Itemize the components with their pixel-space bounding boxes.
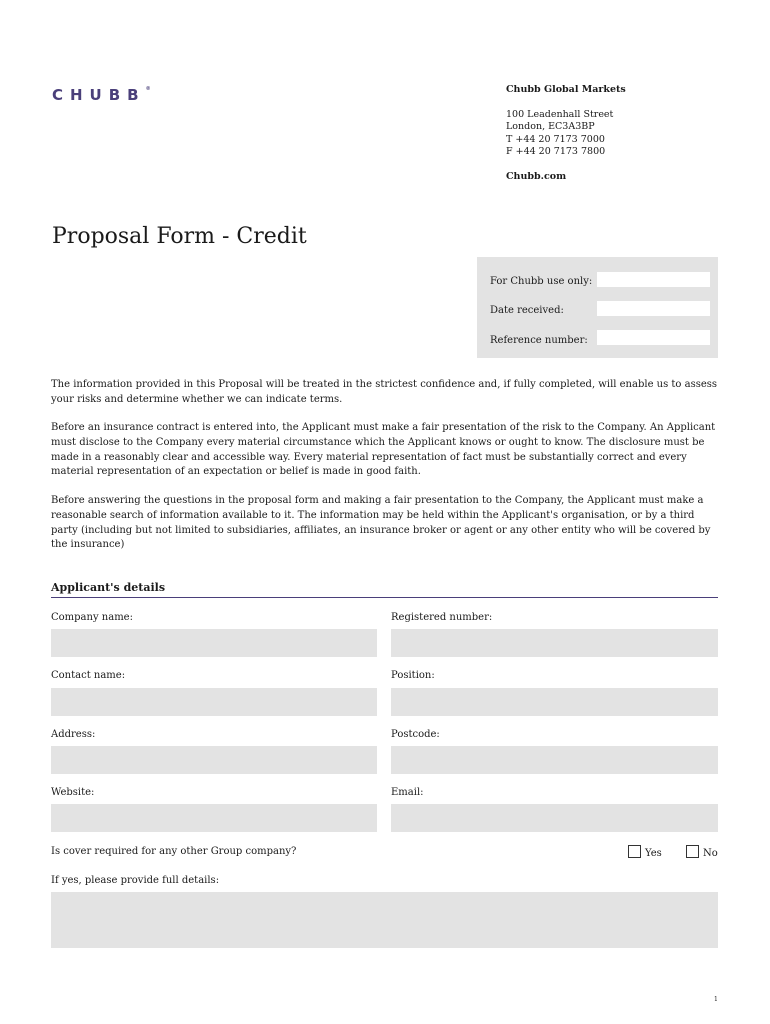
postcode-field[interactable] [391, 746, 718, 774]
contact-name-field[interactable] [51, 688, 377, 716]
phone-line: T +44 20 7173 7000 [506, 133, 605, 145]
date-received-label: Date received: [490, 305, 564, 316]
intro-paragraph-search: Before answering the questions in the proposal form and making a fair presentation to the Company, the Applicant must make a reasonable search of information available to it. The information may be held within the Applicant's organisation, or by a third party (including but not limited to subsidiaries, affiliates, an insurance broker or agent or any other entity who will be covered by the insurance) [51, 495, 711, 551]
intro-paragraph-disclosure: Before an insurance contract is entered into, the Applicant must make a fair presentation of the risk to the Company. An Applicant must disclose to the Company every material circumstance which the Applicant knows or ought to know. The disclosure must be made in a reasonably clear and accessible way. Every material representation of fact must be substantially correct and every material representation of an expectation or belief is made in good faith. [51, 422, 716, 478]
company-address-block [506, 84, 746, 183]
section-divider [51, 597, 718, 598]
reference-number-label: Reference number: [490, 335, 588, 346]
website-field[interactable] [51, 804, 377, 832]
position-label: Position: [391, 670, 435, 681]
registered-number-label: Registered number: [391, 612, 493, 623]
company-name-label: Company name: [51, 612, 133, 623]
website-label: Website: [51, 787, 95, 798]
reference-number-field[interactable] [597, 330, 710, 345]
address-field[interactable] [51, 746, 377, 774]
company-name-field[interactable] [51, 629, 377, 657]
registered-number-field[interactable] [391, 629, 718, 657]
page-title: Proposal Form - Credit [52, 224, 307, 249]
address-line: London, EC3A3BP [506, 121, 595, 132]
details-textarea[interactable] [51, 892, 718, 948]
intro-paragraph-confidence: The information provided in this Proposal will be treated in the strictest confidence and, if fully completed, will enable us to assess your risks and determine whether we can indicate terms. [51, 379, 718, 405]
section-heading: Applicant's details [51, 581, 166, 594]
no-checkbox[interactable] [686, 845, 699, 858]
address-line: 100 Leadenhall Street [506, 108, 614, 120]
office-use-label: For Chubb use only: [490, 276, 593, 287]
no-option[interactable] [686, 845, 718, 859]
office-use-box [477, 257, 718, 358]
company-name: Chubb Global Markets [506, 84, 626, 95]
details-label: If yes, please provide full details: [51, 875, 220, 886]
website-link[interactable]: Chubb.com [506, 170, 567, 182]
fax-line: F +44 20 7173 7800 [506, 146, 606, 157]
page-number: 1 [714, 996, 718, 1003]
email-field[interactable] [391, 804, 718, 832]
postcode-label: Postcode: [391, 729, 440, 740]
yes-label: Yes [645, 848, 662, 859]
email-label: Email: [391, 787, 424, 798]
office-use-field[interactable] [597, 272, 710, 287]
group-cover-question: Is cover required for any other Group company? [51, 846, 297, 857]
date-received-field[interactable] [597, 301, 710, 316]
contact-name-label: Contact name: [51, 670, 126, 681]
yes-checkbox[interactable] [628, 845, 641, 858]
yes-option[interactable] [628, 845, 662, 859]
chubb-logo: CHUBB® [52, 86, 151, 104]
address-label: Address: [51, 729, 96, 740]
position-field[interactable] [391, 688, 718, 716]
no-label: No [703, 848, 718, 859]
